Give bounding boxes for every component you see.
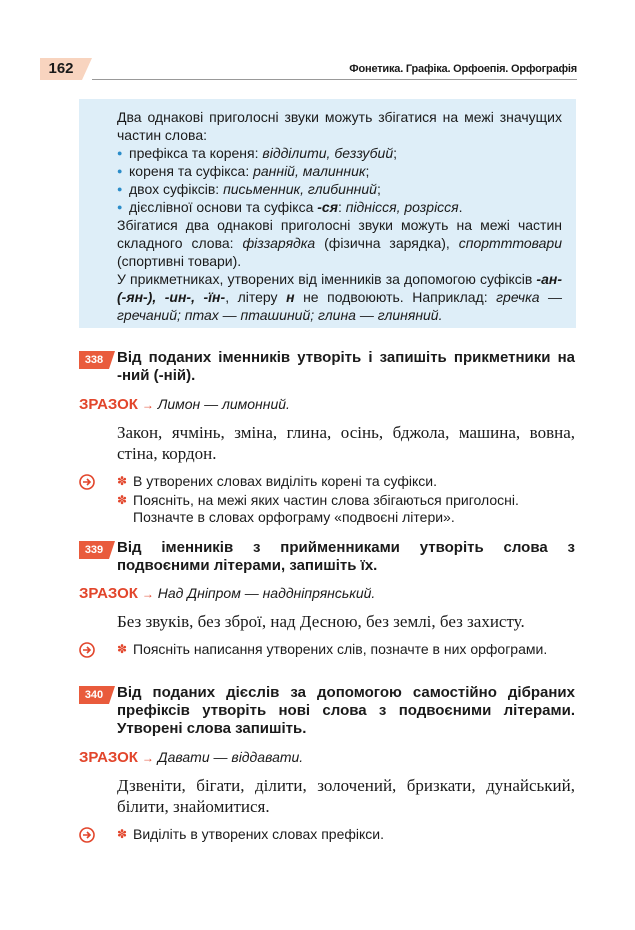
adj-examples: гречка — гречаний; птах — пташиний; глина — глиняний. bbox=[117, 289, 562, 323]
bullet-example: письменник, глибинний bbox=[223, 181, 377, 197]
arrow-right-icon: → bbox=[141, 751, 154, 765]
compound-note: (фізична зарядка), bbox=[315, 235, 459, 251]
exercise-339 bbox=[79, 539, 575, 658]
exercise-338 bbox=[79, 349, 575, 526]
sample-line bbox=[79, 395, 575, 414]
word-list: Дзвеніти, бігати, ділити, золочений, бризкати, дунайський, білити, знайомитися. bbox=[117, 776, 575, 816]
compound-note: (спортивні товари). bbox=[117, 253, 242, 269]
word-list: Без звуків, без зброї, над Десною, без землі, без захисту. bbox=[117, 612, 525, 631]
subtask-item: ✽ Поясніть написання утворених слів, позначте в них орфограми. bbox=[117, 641, 575, 658]
subtasks bbox=[117, 826, 575, 843]
rule-bullet-3: ● двох суфіксів: письменник, глибинний; bbox=[117, 180, 562, 198]
subtasks bbox=[117, 641, 575, 658]
bullet-label: двох суфіксів: bbox=[129, 181, 224, 197]
bullet-label: кореня та суфікса: bbox=[129, 163, 254, 179]
rule-compound bbox=[117, 216, 562, 270]
exercise-task: Від іменників з прийменниками утворіть слова з подвоєними літерами, запишіть їх. bbox=[117, 539, 575, 574]
adj-text: У прикметниках, утворених від іменників за допомогою суфіксів bbox=[117, 271, 537, 287]
exercise-task: Від поданих дієслів за допомогою самостійно дібраних префіксів утворіть нові слова з подвоєними літерами. Утворені слова запишіть. bbox=[117, 684, 575, 737]
header-rule bbox=[92, 79, 577, 80]
rule-bullet-4: ● дієслівної основи та суфікса -ся: піднісся, розрісся. bbox=[117, 198, 562, 216]
exercise-task: Від поданих іменників утворіть і запишіть прикметники на -ний (-ній). bbox=[117, 349, 575, 384]
adj-text: , літеру bbox=[225, 289, 287, 305]
subtasks bbox=[117, 473, 575, 526]
sample-text: Над Дніпром — наддніпрянський. bbox=[157, 585, 376, 601]
subtask-item: ✽ Виділіть в утворених словах префікси. bbox=[117, 826, 575, 843]
bullet-example: піднісся, розрісся bbox=[345, 199, 459, 215]
rule-bullet-2: ● кореня та суфікса: ранній, малинник; bbox=[117, 162, 562, 180]
rule-bullet-1: ● префікса та кореня: відділити, беззубий; bbox=[117, 144, 562, 162]
page-number: 162 bbox=[40, 58, 82, 80]
arrow-right-circle-icon bbox=[79, 642, 95, 658]
sample-label: ЗРАЗОК bbox=[79, 749, 138, 766]
compound-example: спортттовари bbox=[458, 235, 562, 251]
bullet-label: дієслівної основи та суфікса bbox=[129, 199, 318, 215]
subtask-item: ✽ В утворених словах виділіть корені та суфікси. bbox=[117, 473, 575, 490]
rule-adjectives bbox=[117, 270, 562, 324]
exercise-number: 338 bbox=[79, 351, 109, 369]
arrow-right-circle-icon bbox=[79, 827, 95, 843]
word-list: Закон, ячмінь, зміна, глина, осінь, бджола, машина, вовна, стіна, кордон. bbox=[117, 423, 575, 463]
running-header: Фонетика. Графіка. Орфоепія. Орфографія bbox=[349, 63, 577, 75]
arrow-right-icon: → bbox=[141, 398, 154, 412]
bullet-suffix: -ся bbox=[317, 199, 338, 215]
adj-suffixes: -ан- (-ян-), -ин-, -їн- bbox=[117, 271, 562, 305]
bullet-example: ранній, малинник bbox=[253, 163, 366, 179]
rule-box bbox=[79, 99, 576, 328]
sample-line bbox=[79, 584, 575, 603]
bullet-label: префікса та кореня: bbox=[129, 145, 263, 161]
exercise-number: 340 bbox=[79, 686, 109, 704]
sample-text: Лимон — лимонний. bbox=[157, 396, 290, 412]
adj-text: не подвоюють. Наприклад: bbox=[294, 289, 488, 305]
compound-text: Збігатися два однакові приголосні звуки можуть на межі частин складного слова: bbox=[117, 217, 562, 251]
arrow-right-circle-icon bbox=[79, 474, 95, 490]
exercise-340 bbox=[79, 684, 575, 843]
sample-line bbox=[79, 748, 575, 767]
sample-label: ЗРАЗОК bbox=[79, 396, 138, 413]
sample-text: Давати — віддавати. bbox=[157, 749, 304, 765]
bullet-example: відділити, беззубий bbox=[262, 145, 394, 161]
arrow-right-icon: → bbox=[141, 587, 154, 601]
compound-example: фіззарядка bbox=[242, 235, 316, 251]
adj-letter: н bbox=[286, 289, 295, 305]
sample-label: ЗРАЗОК bbox=[79, 585, 138, 602]
subtask-item: ✽ Поясніть, на межі яких частин слова збігаються приголосні. Позначте в словах орфограму «подвоєні літери». bbox=[117, 492, 575, 526]
rule-intro: Два однакові приголосні звуки можуть збігатися на межі значущих частин слова: bbox=[117, 109, 562, 143]
exercise-number: 339 bbox=[79, 541, 109, 559]
